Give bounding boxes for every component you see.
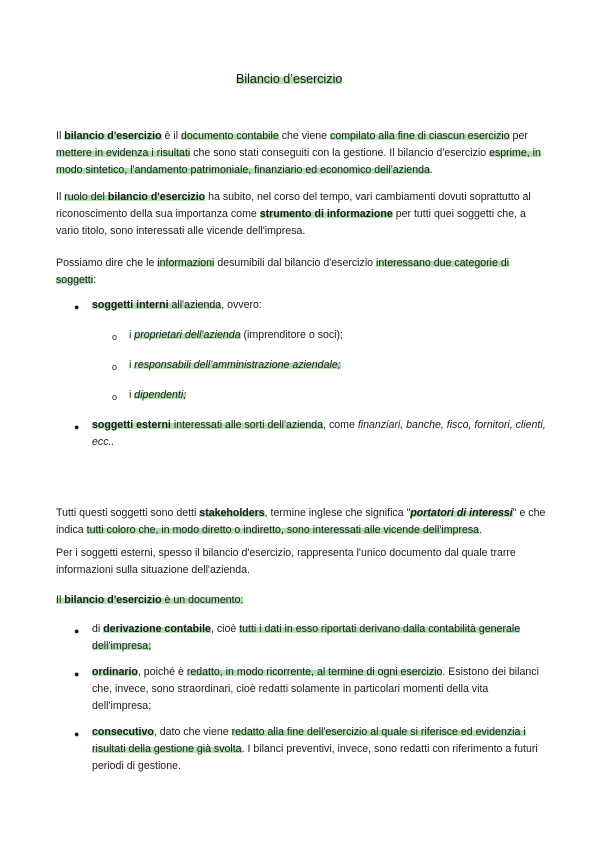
highlight: informazioni [157,257,215,269]
text: , come [323,419,358,431]
text: che viene [278,130,331,142]
text: per tutti quei soggetti che, a vario titolo, sono interessati alle vicende dell'impresa. [56,208,526,237]
highlight: redatto alla fine dell'esercizio al quale si riferisce ed evidenzia i risultati della gestione già svolta [92,726,526,755]
list-item-ordinario [92,664,547,715]
text: . Esistono dei bilanci che, invece, sono straordinari, cioè redatti solamente in particolari momenti della vita dell'impresa; [92,666,539,712]
text: " e che indica [56,507,546,536]
term-stakeholders: stakeholders [199,507,265,519]
highlight: responsabili dell'amministrazione aziendale; [134,359,341,371]
sub-bullet-icon: o [112,332,118,342]
bullet-icon: ● [74,669,80,679]
text: , dato che viene [153,726,232,738]
list-item-consecutivo [92,724,547,775]
text: . I bilanci preventivi, invece, sono redatti con riferimento a futuri periodi di gestione. [92,743,538,772]
term-bilancio: bilancio d'esercizio [64,130,162,142]
highlight: redatto, in modo ricorrente, al termine di ogni esercizio [186,666,443,678]
term-bilancio: bilancio d'esercizio [107,191,206,203]
text: , poiché è [137,666,187,678]
text: Possiamo dire che le [56,257,158,269]
highlight: interessati alle sorti dell'azienda [170,419,324,431]
text: , cioè [210,623,240,635]
bullet-icon: ● [74,729,80,739]
term-consecutivo: consecutivo [92,726,154,738]
highlight: interessano due categorie di soggetti [56,257,510,286]
highlight: dipendenti; [134,389,187,401]
paragraph-role [56,189,546,240]
sub-bullet-icon: o [112,392,118,402]
term-strumento: strumento di informazione [259,208,393,220]
list-item-internal [92,297,547,314]
highlight: ruolo del [64,191,108,203]
text: : [93,274,97,286]
highlight: tutti i dati in esso riportati derivano dalla contabilità generale dell'impresa; [92,623,521,652]
text: i [129,329,135,341]
highlight: all'azienda [168,299,222,311]
sub-bullet-icon: o [112,362,118,372]
bullet-icon: ● [74,422,80,432]
text: . [429,164,433,176]
text: di [92,623,104,635]
text: , termine inglese che significa " [264,507,411,519]
highlight: mettere in evidenza i risultati [56,147,191,159]
bullet-icon: ● [74,302,80,312]
highlight: compilato alla fine di ciascun esercizio [330,130,510,142]
sub-item-employees [129,387,529,404]
text: i [129,359,135,371]
page-title: Bilancio d’esercizio [236,72,343,86]
paragraph-external: Per i soggetti esterni, spesso il bilancio d'esercizio, rappresenta l'unico documento dal quale trarre informazioni sulla situazione dell'azienda. [56,547,516,576]
paragraph-stakeholders [56,505,546,539]
text: per [509,130,528,142]
text: (imprenditore o soci); [240,329,344,341]
sub-item-managers [129,357,529,374]
term-derivazione: derivazione contabile [103,623,211,635]
text: Tutti questi soggetti sono detti [56,507,200,519]
term-portatori: portatori di interessi [410,507,513,519]
text: , ovvero: [221,299,262,311]
highlight: proprietari dell'azienda [134,329,241,341]
highlight: documento contabile [181,130,279,142]
highlight: Il [56,594,65,606]
bullet-icon: ● [74,626,80,636]
text: è il [161,130,181,142]
paragraph-categories [56,255,546,289]
text: Il [56,130,65,142]
highlight: è un documento: [161,594,244,606]
paragraph-document [56,592,546,609]
paragraph-definition [56,128,546,179]
text: . [479,524,483,536]
text: desumibili dal bilancio d'esercizio [214,257,377,269]
highlight: esprime, in modo sintetico, l'andamento patrimoniale, finanziario ed economico dell'azienda [56,147,541,176]
text: Il [56,191,65,203]
text: i [129,389,135,401]
list-item-derivazione [92,621,547,655]
term-bilancio: bilancio d'esercizio [64,594,162,606]
term-external: soggetti esterni [92,419,171,431]
term-ordinario: ordinario [92,666,138,678]
text: che sono stati conseguiti con la gestione. Il bilancio d'esercizio [190,147,490,159]
text: finanziari, banche, fisco, fornitori, clienti, ecc.. [92,419,546,448]
sub-item-owners [129,327,529,344]
term-internal: soggetti interni [92,299,169,311]
text: ha subito, nel corso del tempo, vari cambiamenti dovuti soprattutto al riconoscimento della sua importanza come [56,191,531,220]
list-item-external [92,417,547,451]
highlight: tutti coloro che, in modo diretto o indiretto, sono interessati alle vicende dell'impresa [86,524,480,536]
